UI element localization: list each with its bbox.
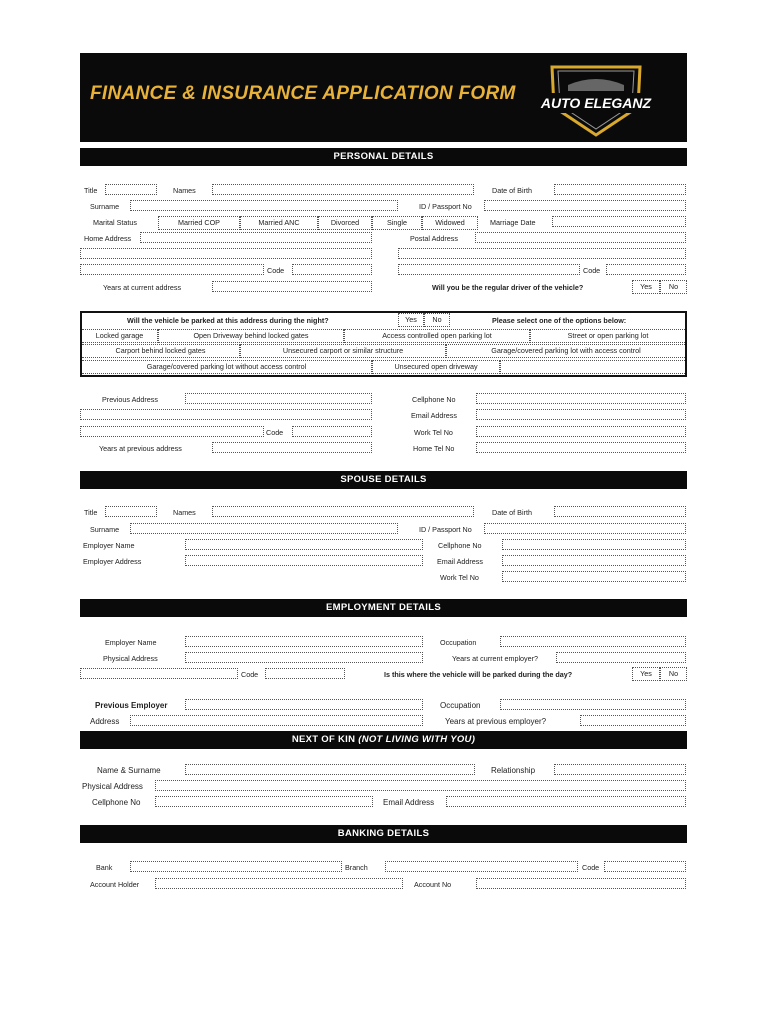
spouse-title-label: Title (84, 508, 98, 517)
home-code-field[interactable] (292, 264, 372, 275)
previous-employer-field[interactable] (185, 699, 423, 710)
section-next-of-kin (80, 731, 687, 749)
night-parking-no[interactable]: No (424, 313, 450, 327)
previous-address-field-2[interactable] (80, 409, 372, 420)
parking-blank-cell (500, 360, 685, 374)
names-label: Names (173, 186, 196, 195)
unsecured-driveway-option[interactable]: Unsecured open driveway (372, 360, 500, 374)
spouse-employer-name-label: Employer Name (83, 541, 135, 550)
spouse-surname-label: Surname (90, 525, 120, 534)
names-field[interactable] (212, 184, 474, 195)
spouse-work-tel-field[interactable] (502, 571, 686, 582)
marriage-date-field[interactable] (552, 216, 686, 227)
day-parking-question: Is this where the vehicle will be parked during the day? (384, 670, 573, 679)
title-label: Title (84, 186, 98, 195)
day-parking-no[interactable]: No (660, 667, 687, 681)
cellphone-label: Cellphone No (412, 395, 456, 404)
marital-status-label: Marital Status (93, 218, 137, 227)
spouse-dob-label: Date of Birth (492, 508, 532, 517)
years-current-address-field[interactable] (212, 281, 372, 292)
select-option-instruction: Please select one of the options below: (492, 316, 627, 325)
locked-garage-option[interactable]: Locked garage (82, 329, 158, 343)
married-anc-option[interactable]: Married ANC (240, 216, 318, 230)
home-tel-field[interactable] (476, 442, 686, 453)
unsecured-carport-option[interactable]: Unsecured carport or similar structure (240, 344, 446, 358)
email-label: Email Address (411, 411, 457, 420)
postal-address-field-3[interactable] (398, 264, 580, 275)
employer-name-label: Employer Name (105, 638, 157, 647)
next-of-kin-note: (NOT LIVING WITH YOU) (358, 734, 476, 745)
title-field[interactable] (105, 184, 157, 195)
regular-driver-no[interactable]: No (660, 280, 687, 294)
home-address-field-1[interactable] (140, 232, 372, 243)
branch-code-field[interactable] (604, 861, 686, 872)
garage-no-access-control-option[interactable]: Garage/covered parking lot without access control (82, 360, 372, 374)
years-previous-employer-field[interactable] (580, 715, 686, 726)
account-holder-field[interactable] (155, 878, 403, 889)
previous-employer-address-label: Address (90, 717, 120, 726)
access-controlled-option[interactable]: Access controlled open parking lot (344, 329, 530, 343)
kin-email-field[interactable] (446, 796, 686, 807)
married-cop-option[interactable]: Married COP (158, 216, 240, 230)
postal-code-label: Code (583, 266, 601, 275)
home-address-field-3[interactable] (80, 264, 264, 275)
home-tel-label: Home Tel No (413, 444, 455, 453)
kin-cellphone-field[interactable] (155, 796, 373, 807)
spouse-names-field[interactable] (212, 506, 474, 517)
home-address-field-2[interactable] (80, 248, 372, 259)
surname-label: Surname (90, 202, 120, 211)
widowed-option[interactable]: Widowed (422, 216, 478, 230)
kin-relationship-label: Relationship (491, 766, 536, 775)
spouse-cellphone-label: Cellphone No (438, 541, 482, 550)
garage-access-control-option[interactable]: Garage/covered parking lot with access control (446, 344, 685, 358)
previous-address-field-1[interactable] (185, 393, 372, 404)
employer-physical-address-field-1[interactable] (185, 652, 423, 663)
carport-locked-option[interactable]: Carport behind locked gates (82, 344, 240, 358)
night-parking-yes[interactable]: Yes (398, 313, 424, 327)
previous-code-label: Code (266, 428, 284, 437)
kin-relationship-field[interactable] (554, 764, 686, 775)
branch-label: Branch (345, 863, 368, 872)
home-code-label: Code (267, 266, 285, 275)
occupation-field[interactable] (500, 636, 686, 647)
kin-cellphone-label: Cellphone No (92, 798, 141, 807)
spouse-employer-address-label: Employer Address (83, 557, 142, 566)
regular-driver-question: Will you be the regular driver of the vehicle? (432, 283, 584, 292)
auto-eleganz-logo (538, 57, 654, 139)
years-current-employer-label: Years at current employer? (452, 654, 539, 663)
dob-label: Date of Birth (492, 186, 532, 195)
spouse-names-label: Names (173, 508, 196, 517)
bank-label: Bank (96, 863, 113, 872)
kin-physical-address-label: Physical Address (82, 782, 143, 791)
account-no-label: Account No (414, 880, 452, 889)
kin-email-label: Email Address (383, 798, 435, 807)
section-personal-details: PERSONAL DETAILS (80, 148, 687, 166)
section-banking-details: BANKING DETAILS (80, 825, 687, 843)
spouse-employer-address-field[interactable] (185, 555, 423, 566)
previous-employer-address-field[interactable] (130, 715, 423, 726)
form-title: FINANCE & INSURANCE APPLICATION FORM (90, 83, 516, 104)
cellphone-field[interactable] (476, 393, 686, 404)
account-no-field[interactable] (476, 878, 686, 889)
kin-name-field[interactable] (185, 764, 475, 775)
previous-code-field[interactable] (292, 426, 372, 437)
spouse-id-label: ID / Passport No (419, 525, 472, 534)
divorced-option[interactable]: Divorced (318, 216, 372, 230)
employer-code-label: Code (241, 670, 259, 679)
postal-address-field-1[interactable] (475, 232, 686, 243)
years-previous-address-field[interactable] (212, 442, 372, 453)
years-current-employer-field[interactable] (556, 652, 686, 663)
previous-occupation-field[interactable] (500, 699, 686, 710)
open-driveway-option[interactable]: Open Driveway behind locked gates (158, 329, 344, 343)
employer-name-field[interactable] (185, 636, 423, 647)
kin-name-label: Name & Surname (97, 766, 161, 775)
spouse-title-field[interactable] (105, 506, 157, 517)
spouse-dob-field[interactable] (554, 506, 686, 517)
section-spouse-details: SPOUSE DETAILS (80, 471, 687, 489)
id-field[interactable] (484, 200, 686, 211)
spouse-employer-name-field[interactable] (185, 539, 423, 550)
years-previous-employer-label: Years at previous employer? (445, 717, 547, 726)
bank-field[interactable] (130, 861, 342, 872)
email-field[interactable] (476, 409, 686, 420)
spouse-cellphone-field[interactable] (502, 539, 686, 550)
previous-employer-label: Previous Employer (95, 701, 168, 710)
account-holder-label: Account Holder (90, 880, 140, 889)
kin-physical-address-field[interactable] (155, 780, 686, 791)
section-employment-details: EMPLOYMENT DETAILS (80, 599, 687, 617)
branch-field[interactable] (385, 861, 578, 872)
spouse-id-field[interactable] (484, 523, 686, 534)
employer-code-field[interactable] (265, 668, 345, 679)
previous-address-field-3[interactable] (80, 426, 264, 437)
spouse-surname-field[interactable] (130, 523, 398, 534)
work-tel-label: Work Tel No (414, 428, 453, 437)
single-option[interactable]: Single (372, 216, 422, 230)
regular-driver-yes[interactable]: Yes (632, 280, 660, 294)
night-parking-question: Will the vehicle be parked at this address during the night? (127, 316, 329, 325)
previous-address-label: Previous Address (102, 395, 158, 404)
id-label: ID / Passport No (419, 202, 472, 211)
dob-field[interactable] (554, 184, 686, 195)
occupation-label: Occupation (440, 638, 477, 647)
spouse-email-label: Email Address (437, 557, 483, 566)
postal-code-field[interactable] (606, 264, 686, 275)
spouse-email-field[interactable] (502, 555, 686, 566)
work-tel-field[interactable] (476, 426, 686, 437)
employer-physical-address-field-2[interactable] (80, 668, 238, 679)
next-of-kin-title: NEXT OF KIN (291, 734, 356, 745)
postal-address-field-2[interactable] (398, 248, 686, 259)
day-parking-yes[interactable]: Yes (632, 667, 660, 681)
spouse-work-tel-label: Work Tel No (440, 573, 479, 582)
previous-occupation-label: Occupation (440, 701, 481, 710)
street-parking-option[interactable]: Street or open parking lot (530, 329, 685, 343)
form-header (80, 53, 687, 142)
employer-physical-address-label: Physical Address (103, 654, 158, 663)
svg-text:AUTO ELEGANZ: AUTO ELEGANZ (540, 95, 652, 111)
postal-address-label: Postal Address (410, 234, 458, 243)
years-current-address-label: Years at current address (103, 283, 182, 292)
home-address-label: Home Address (84, 234, 132, 243)
marriage-date-label: Marriage Date (490, 218, 536, 227)
years-previous-address-label: Years at previous address (99, 444, 182, 453)
surname-field[interactable] (130, 200, 398, 211)
branch-code-label: Code (582, 863, 600, 872)
